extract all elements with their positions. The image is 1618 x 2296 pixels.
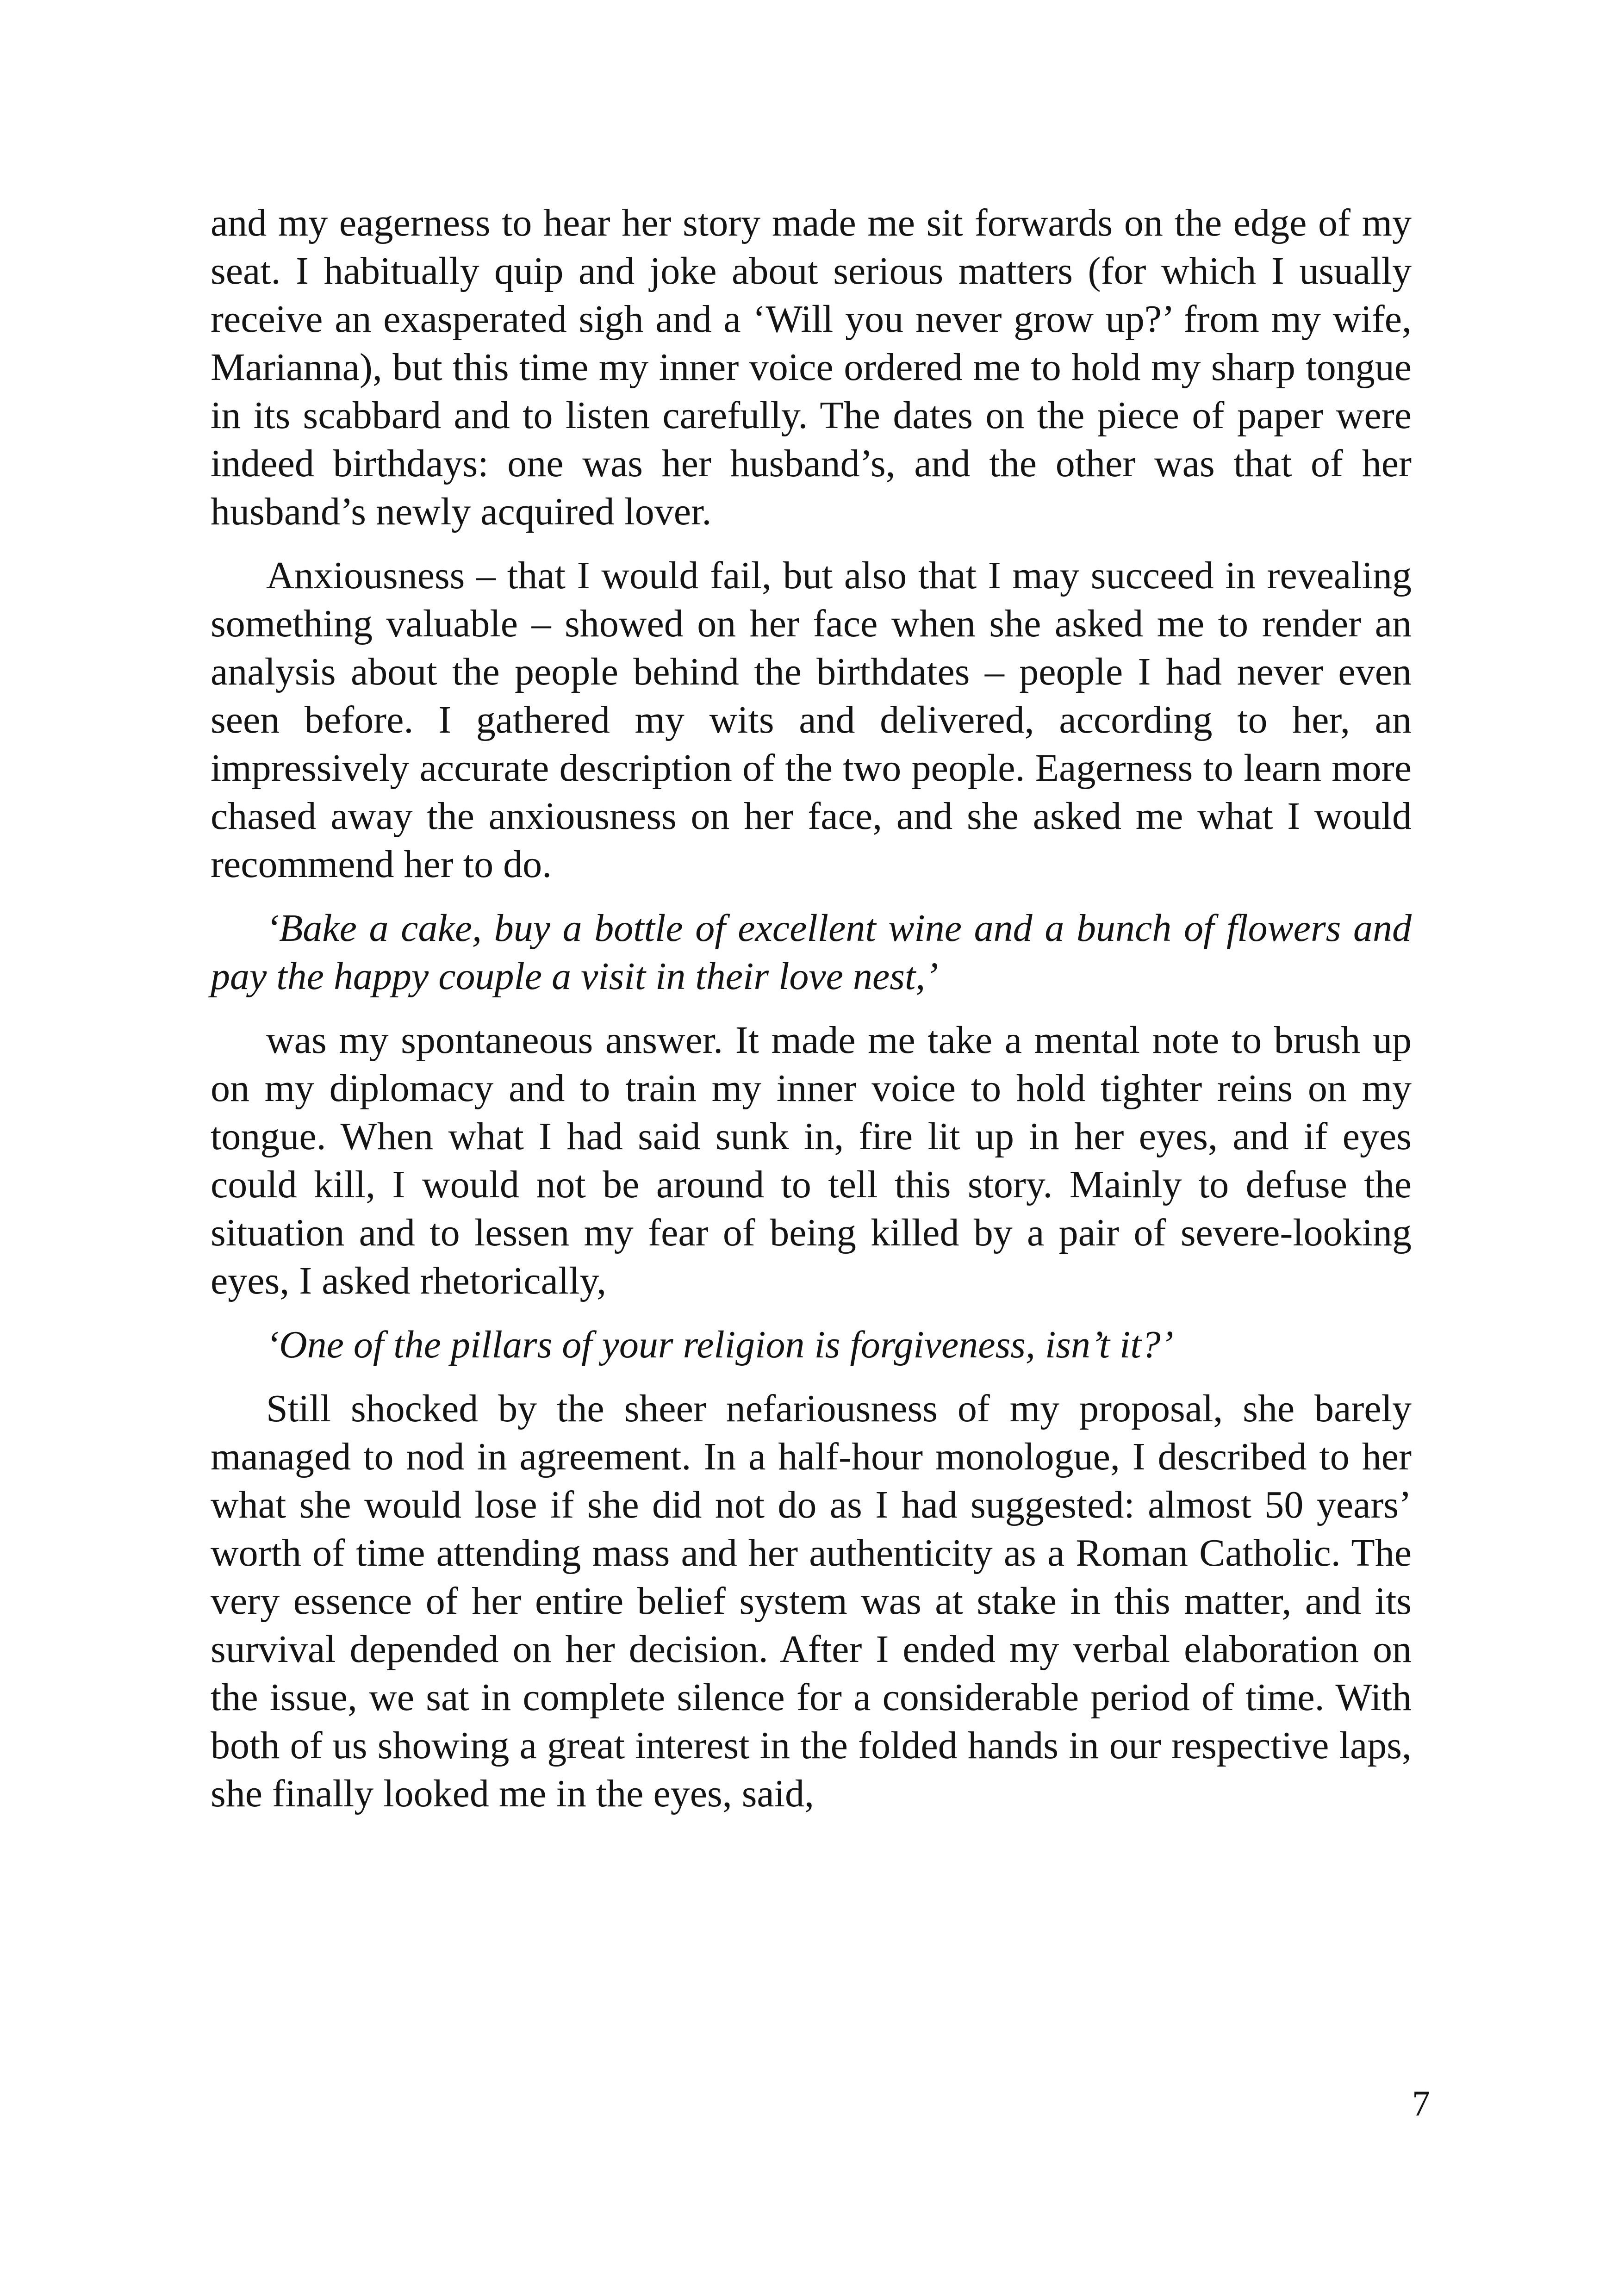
quote-forgiveness: ‘One of the pillars of your religion is forgiveness, isn’t it?’ xyxy=(266,1323,1174,1366)
paragraph-anxiousness: Anxiousness – that I would fail, but also that I may succeed in revealing something valuable – showed on her face when she asked me to render an analysis about the people behind the birthdates – people I had never even seen before. I gathered my wits and delivered, according to her, an impressively accurate description of the two people. Eagerness to learn more chased away the anxiousness on her face, and she asked me what I would recommend her to do. xyxy=(211,554,1412,886)
page-number: 7 xyxy=(1412,2083,1430,2123)
paragraph-spontaneous-answer: was my spontaneous answer. It made me take a mental note to brush up on my diplomacy and to train my inner voice to hold tighter reins on my tongue. When what I had said sunk in, fire lit up in her eyes, and if eyes could kill, I would not be around to tell this story. Mainly to defuse the situation and to lessen my fear of being killed by a pair of severe-looking eyes, I asked rhetorically, xyxy=(211,1019,1412,1302)
paragraph-still-shocked: Still shocked by the sheer nefariousness of my proposal, she barely managed to nod in agreement. In a half-hour monologue, I described to her what she would lose if she did not do as I had suggested: almost 50 years’ worth of time attending mass and her authenticity as a Roman Catholic. The very essence of her entire belief system was at stake in this matter, and its survival depended on her decision. After I ended my verbal elaboration on the issue, we sat in complete silence for a considerable period of time. With both of us showing a great interest in the folded hands in our respective laps, she finally looked me in the eyes, said, xyxy=(211,1387,1412,1815)
paragraph-continuation: and my eagerness to hear her story made me sit forwards on the edge of my seat. I habitually quip and joke about serious matters (for which I usually receive an exasperated sigh and a ‘Will you never grow up?’ from my wife, Marianna), but this time my inner voice ordered me to hold my sharp tongue in its scabbard and to listen carefully. The dates on the piece of paper were indeed birthdays: one was her husband’s, and the other was that of her husband’s newly acquired lover. xyxy=(211,201,1412,533)
quote-bake-a-cake: ‘Bake a cake, buy a bottle of excellent wine and a bunch of flowers and pay the happy couple a visit in their love nest,’ xyxy=(211,907,1412,998)
page-body xyxy=(211,199,1412,1818)
